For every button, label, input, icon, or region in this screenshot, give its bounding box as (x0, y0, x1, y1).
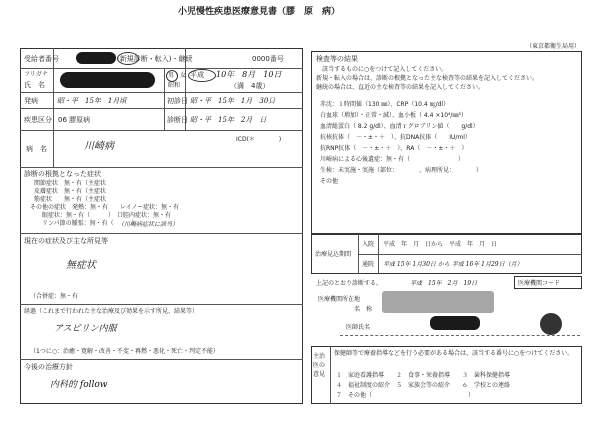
symptom-fever-raynaud: その他の症状 発熱：無・有 レイノー症状：無・有 (30, 204, 180, 211)
icd-label: ICD(＊ ) (236, 136, 282, 143)
test-rnp: 抗RNP抗体（ －・±・＋ ）、RA（ －・±・＋ ） (320, 145, 468, 152)
guidance-side-label: 主治医の意見 (313, 353, 326, 378)
institution-name-label: 名 称 (354, 306, 373, 313)
onset-label: 発病 (24, 97, 38, 105)
sex-circle-mark (166, 70, 178, 82)
birth-era-options: 昭和 (168, 82, 181, 89)
test-heart: 川崎病による心後遺症：無・有（ ） (320, 156, 465, 163)
symptom-note: （川崎病症状に該当） (118, 221, 179, 228)
recipient-no-label: 受給者番号 (24, 55, 59, 63)
category-label: 疾患区分 (24, 116, 52, 124)
category-value: 06 膠原病 (58, 116, 91, 124)
institution-code-box (514, 276, 582, 289)
plan-header: 今後の治療方針 (24, 363, 73, 371)
diagnosis-date-label: 診断日 (167, 116, 188, 124)
grade-label: 0000番号 (252, 55, 284, 63)
test-wbc-plt: 白血球（増加）・正常・減）、血小板（ 4.4 ×10⁴/㎜³） (320, 112, 467, 119)
guidance-items-3: ７ その他（ ） (336, 392, 475, 399)
test-ana: 抗核抗体（ －・±・＋ ）、抗DNA抗体（ IU/ml） (320, 134, 471, 141)
inpatient-label: 入院 (362, 241, 375, 248)
tests-header: 検査等の結果 (316, 55, 358, 63)
basis-header: 診断の根拠となった症状 (24, 170, 101, 178)
treatment-header: 経過（これまで行われた主な治療及び効果を示す所見、結果等） (24, 308, 199, 315)
diagnosis-date: 昭・平 15年 2月 日 (190, 116, 267, 124)
institution-stamp (382, 291, 494, 313)
first-visit-date: 昭・平 15年 1月 30日 (190, 97, 276, 105)
status-value: 無症状 (66, 260, 96, 271)
birth-era-selected: 平成 (190, 71, 204, 79)
instruction-3: 継続の場合は、直近の主な検査等の結果を記入してください。 (316, 84, 485, 91)
age: （満 4歳） (230, 82, 270, 90)
symptom-lymph: リンパ節の腫張：無・有（ ） (30, 220, 138, 227)
outpatient-label: 通院 (362, 261, 375, 268)
birth-date: 10年 8月 10日 (216, 70, 282, 79)
guidance-items-2: ４ 福祉制度の紹介 ５ 家族会等の紹介 ６ 学校との連絡 (336, 382, 511, 389)
institution-code-label: 医療機関コード (518, 280, 561, 287)
redacted-recipient-no (76, 52, 116, 64)
effect-options: （1つに○：治癒・寛解・改善・不変・再燃・悪化・死亡・判定不能） (30, 348, 220, 355)
test-protein: 血清総蛋白（ 8.2 g/dl）、血清ｒグロブリン値（ g/dl） (320, 123, 479, 130)
status-header: 現在の症状及び主な所見等 (24, 237, 108, 245)
instruction-1: 該当するものに○をつけて記入してください。 (322, 66, 448, 73)
symptom-joint: 関節症状 無・有（主症状 (34, 180, 107, 187)
instruction-2: 新規・転入の場合は、診断の根拠となった主な検査等の結果を記入してください。 (316, 75, 539, 82)
guidance-text: 保健師等で療養指導などを行う必要がある場合は、該当する番号に○をつけてください。 (334, 350, 574, 357)
redacted-doctor-name (430, 316, 480, 330)
symptom-muscle: 筋症状 無・有（主症状 (34, 196, 107, 203)
doctor-seal (540, 313, 562, 335)
declaration: 上記のとおり診断する。 (316, 280, 383, 287)
furigana-label: フリガナ (24, 71, 48, 78)
period-label: 治療見込期間 (315, 251, 352, 258)
outpatient-period: 平成 15年 1月30日 から 平成 16年 1月29日（月） (383, 261, 523, 268)
test-biopsy: 生検：未実施・実施（部位： 、病理所見： ） (320, 167, 483, 174)
doctor-label: 医師氏名 (346, 324, 371, 331)
inpatient-period: 平成 年 月 日から 平成 年 月 日 (383, 241, 498, 248)
disease-name: 川崎病 (84, 141, 114, 152)
first-visit-label: 初診日 (167, 97, 188, 105)
test-esr-crp: 赤沈：１時間値（130 ㎜）、CRP（10.4 ㎎/dl） (320, 101, 450, 108)
plan-value: 内科的 follow (50, 380, 108, 390)
onset-date: 昭・平 15年 1月頃 (57, 97, 127, 105)
guidance-items-1: １ 家庭看護指導 ２ 食事・栄養指導 ３ 歯科保健指導 (336, 372, 511, 379)
declaration-date: 平成 15年 2月 19日 (410, 280, 478, 287)
symptom-eye-oral: 眼症状：無・有（ ） 口腔内症状：無・有 (30, 212, 172, 219)
test-other: その他 (320, 178, 339, 185)
name-label: 氏 名 (24, 81, 45, 89)
complication-label: （合併症：無・有 (30, 293, 79, 300)
form-title: 小児慢性疾患医療意見書（膠 原 病） (178, 7, 341, 17)
sex-options: 男・女 (168, 72, 187, 79)
era-circle-mark (188, 69, 216, 82)
new-circle-mark (117, 52, 139, 65)
redacted-name (60, 72, 155, 88)
issuer-label: （東京都衛生局用） (526, 43, 581, 50)
disease-label: 病 名 (26, 145, 47, 153)
institution-address-label: 医療機関所在地 (318, 296, 361, 303)
application-type: (新規診断・転入)・継続 (117, 55, 193, 63)
treatment-value: アスピリン内服 (54, 324, 117, 334)
symptom-skin: 皮膚症状 無・有（主症状 (34, 188, 107, 195)
